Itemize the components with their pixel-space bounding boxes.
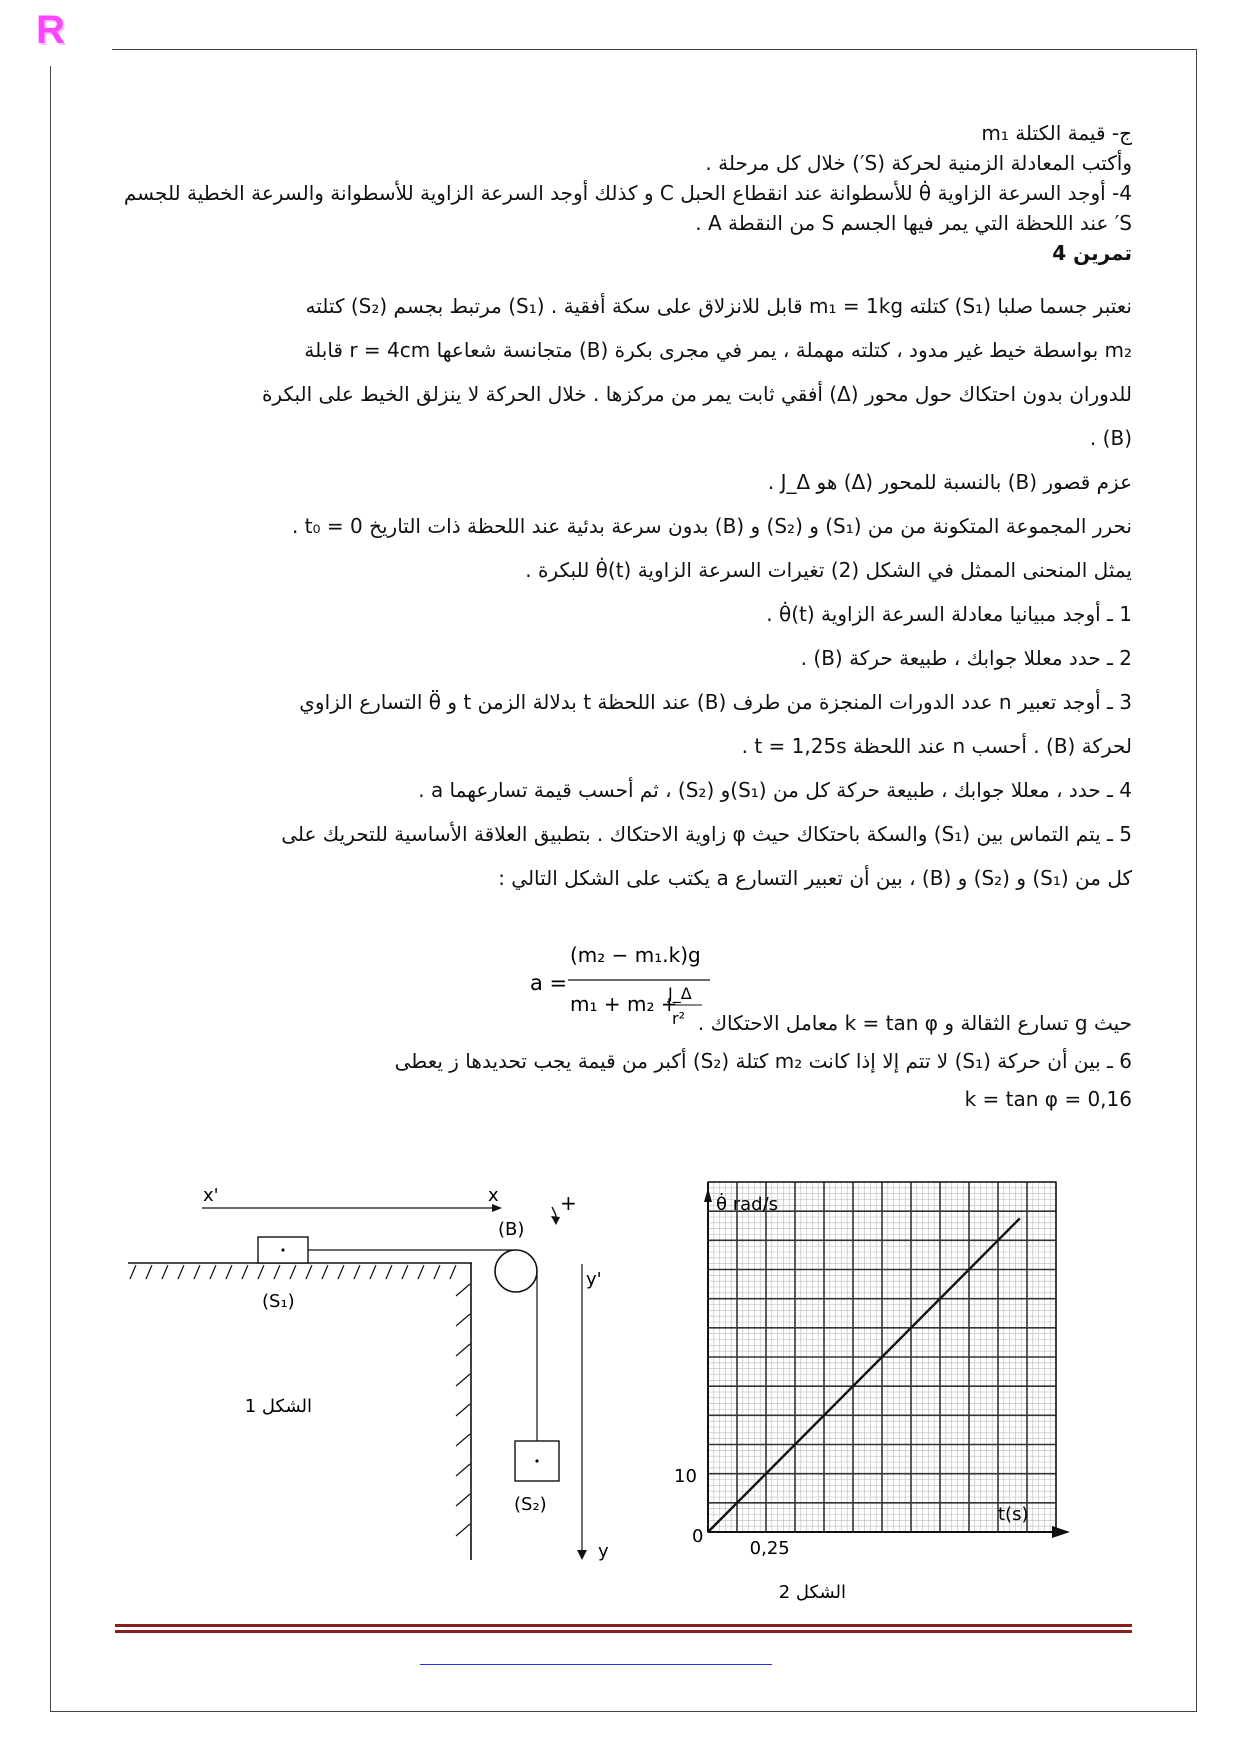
pulley-label: (B)	[498, 1219, 525, 1240]
question-3a: 3 ـ أوجد تعبير n عدد الدورات المنجزة من طرف (B) عند اللحظة t بدلالة الزمن t و θ̈ التسارع الزاوي	[299, 690, 1132, 714]
formula-j-delta: J_Δ	[668, 984, 692, 1003]
line-mass-m1: ج- قيمة الكتلة m₁	[981, 121, 1132, 145]
graph-x-label: t(s)	[998, 1504, 1029, 1525]
axis-y-label: y	[598, 1541, 609, 1562]
footer-rule-2	[115, 1630, 1132, 1633]
paragraph-inertia: عزم قصور (B) بالنسبة للمحور (Δ) هو J_Δ .	[767, 470, 1132, 494]
angular-velocity-line	[708, 1218, 1020, 1532]
formula-r-squared: r²	[672, 1009, 685, 1028]
graph-y-tick-10: 10	[674, 1466, 697, 1487]
paragraph-1b: m₂ بواسطة خيط غير مدود ، كتلته مهملة ، يمر في مجرى بكرة (B) متجانسة شعاعها r = 4cm قابلة	[304, 338, 1132, 362]
question-5a: 5 ـ يتم التماس بين (S₁) والسكة باحتكاك حيث φ زاوية الاحتكاك . بتطبيق العلاقة الأساسية للتحريك على	[281, 822, 1132, 846]
question-1: 1 ـ أوجد مبيانيا معادلة السرعة الزاوية θ̇(t) .	[766, 602, 1132, 626]
question-4-cylinder: 4- أوجد السرعة الزاوية θ̇ للأسطوانة عند انقطاع الحبل C و كذلك أوجد السرعة الزاوية للأسطوانة والسرعة الخطية للجسم S′ عند اللحظة التي يمر فيها الجسم S من النقطة A .	[123, 181, 1132, 235]
paragraph-release: نحرر المجموعة المتكونة من من (S₁) و (S₂) و (B) بدون سرعة بدئية عند اللحظة ذات التاريخ t₀ = 0 .	[291, 514, 1132, 538]
paragraph-1d: (B) .	[1089, 426, 1132, 450]
s1-label: (S₁)	[262, 1291, 295, 1312]
graph-y-label: θ̇ rad/s	[716, 1194, 779, 1215]
figure-2-caption: الشكل 2	[778, 1582, 846, 1603]
question-5c: حيث g تسارع الثقالة و k = tan φ معامل الاحتكاك .	[697, 1011, 1132, 1035]
axis-x-label: x	[488, 1185, 499, 1206]
frame-top-border	[112, 49, 1197, 50]
logo: R	[36, 8, 65, 52]
formula-denominator: m₁ + m₂ +	[570, 992, 678, 1016]
question-6a: 6 ـ بين أن حركة (S₁) لا تتم إلا إذا كانت m₂ كتلة (S₂) أكبر من قيمة يجب تحديدها ز يعطى	[394, 1049, 1132, 1073]
formula-numerator: (m₂ − m₁.k)g	[570, 943, 701, 967]
question-6b: k = tan φ = 0,16	[964, 1087, 1132, 1111]
graph-origin-label: 0	[692, 1526, 704, 1547]
frame-right-border	[1196, 49, 1197, 1711]
question-3b: لحركة (B) . أحسب n عند اللحظة t = 1,25s .	[741, 734, 1132, 758]
frame-left-border	[50, 66, 51, 1711]
pulley-b	[495, 1250, 537, 1292]
rotation-sign: +	[560, 1191, 577, 1215]
figure-2-graph	[674, 1180, 1080, 1610]
question-2: 2 ـ حدد معللا جوابك ، طبيعة حركة (B) .	[800, 646, 1132, 670]
acceleration-formula	[530, 932, 730, 1032]
line-write-equation: وأكتب المعادلة الزمنية لحركة (S′) خلال كل مرحلة .	[705, 151, 1132, 175]
paragraph-curve: يمثل المنحنى الممثل في الشكل (2) تغيرات السرعة الزاوية θ̇(t) للبكرة .	[525, 558, 1132, 582]
figure-1-caption: الشكل 1	[244, 1396, 312, 1417]
formula-lhs: a =	[530, 971, 568, 995]
axis-y-prime-label: y'	[586, 1269, 602, 1290]
frame-bottom-border	[50, 1711, 1197, 1712]
graph-x-tick-025: 0,25	[749, 1538, 790, 1559]
paragraph-1a: نعتبر جسما صلبا (S₁) كتلته m₁ = 1kg قابل للانزلاق على سكة أفقية . (S₁) مرتبط بجسم (S₂) كتلته	[305, 294, 1132, 318]
s2-label: (S₂)	[514, 1494, 547, 1515]
question-4: 4 ـ حدد ، معللا جوابك ، طبيعة حركة كل من (S₁)و (S₂) ، ثم أحسب قيمة تسارعهما a .	[418, 778, 1132, 802]
question-5b: كل من (S₁) و (S₂) و (B) ، بين أن تعبير التسارع a يكتب على الشكل التالي :	[498, 866, 1132, 890]
exercise-title: تمرين 4	[1052, 241, 1132, 265]
footer-link-underline[interactable]	[420, 1664, 772, 1665]
figure-1-setup	[120, 1180, 640, 1580]
paragraph-1c: للدوران بدون احتكاك حول محور (Δ) أفقي ثابت يمر من مركزها . خلال الحركة لا ينزلق الخيط على البكرة	[261, 382, 1132, 406]
footer-rule-1	[115, 1624, 1132, 1627]
axis-x-prime-label: x'	[203, 1185, 219, 1206]
